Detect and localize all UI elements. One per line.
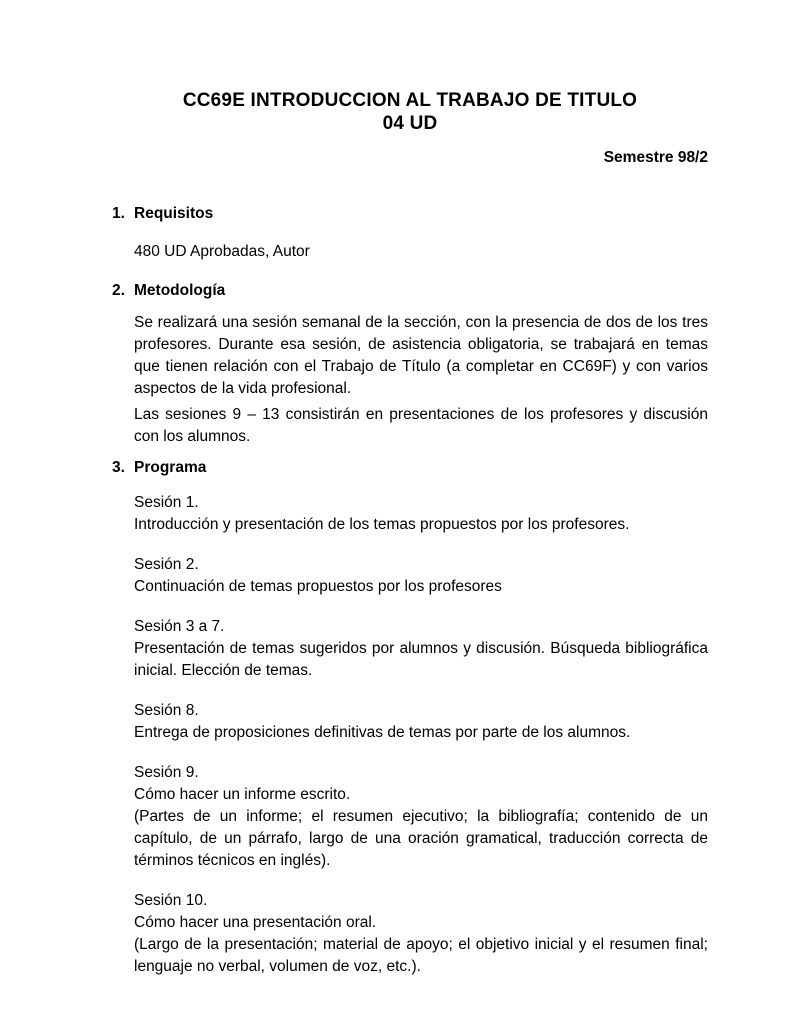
session-description: Cómo hacer una presentación oral. bbox=[134, 914, 377, 931]
session-block-10 bbox=[134, 890, 708, 978]
requisitos-body: 480 UD Aprobadas, Autor bbox=[134, 243, 310, 260]
session-detail: (Partes de un informe; el resumen ejecutivo; la bibliografía; contenido de un capítulo, de un párrafo, largo de una oración gramatical, traducción correcta de términos técnicos en inglés). bbox=[134, 808, 708, 869]
metodologia-paragraph-2: Las sesiones 9 – 13 consistirán en presentaciones de los profesores y discusión con los alumnos. bbox=[134, 406, 708, 445]
session-title: Sesión 1. bbox=[134, 494, 199, 511]
section-number: 2. bbox=[112, 282, 125, 299]
session-title: Sesión 10. bbox=[134, 892, 208, 909]
session-description: Introducción y presentación de los temas propuestos por los profesores. bbox=[134, 516, 630, 533]
session-title: Sesión 2. bbox=[134, 556, 199, 573]
session-description: Entrega de proposiciones definitivas de temas por parte de los alumnos. bbox=[134, 724, 631, 741]
session-detail: (Largo de la presentación; material de apoyo; el objetivo inicial y el resumen final; lenguaje no verbal, volumen de voz, etc.). bbox=[134, 936, 708, 975]
session-title: Sesión 3 a 7. bbox=[134, 618, 225, 635]
course-title: CC69E INTRODUCCION AL TRABAJO DE TITULO bbox=[182, 90, 638, 111]
metodologia-paragraph-1: Se realizará una sesión semanal de la sección, con la presencia de dos de los tres profesores. Durante esa sesión, de asistencia obligatoria, se trabajará en temas que tienen relación con el Trabajo de Título (a completar en CC69F) y con varios aspectos de la vida profesional. bbox=[134, 314, 708, 397]
session-description: Continuación de temas propuestos por los profesores bbox=[134, 578, 502, 595]
document-content bbox=[112, 89, 708, 978]
session-description: Presentación de temas sugeridos por alumnos y discusión. Búsqueda bibliográfica inicial. Elección de temas. bbox=[134, 640, 708, 679]
section-heading-label: Programa bbox=[134, 459, 207, 476]
section-number: 3. bbox=[112, 459, 125, 476]
semester-label: Semestre 98/2 bbox=[603, 149, 708, 166]
session-block-1 bbox=[134, 492, 708, 536]
session-title: Sesión 9. bbox=[134, 764, 199, 781]
session-block-8 bbox=[134, 700, 708, 744]
session-block-2 bbox=[134, 554, 708, 598]
session-title: Sesión 8. bbox=[134, 702, 199, 719]
session-block-9 bbox=[134, 762, 708, 872]
section-heading-programa bbox=[112, 457, 708, 479]
section-heading-label: Metodología bbox=[134, 282, 226, 299]
session-block-3-7 bbox=[134, 616, 708, 682]
section-number: 1. bbox=[112, 205, 125, 222]
section-heading-requisitos bbox=[112, 203, 708, 225]
session-description: Cómo hacer un informe escrito. bbox=[134, 786, 351, 803]
section-heading-metodologia bbox=[112, 280, 708, 302]
course-units: 04 UD bbox=[382, 113, 438, 134]
section-heading-label: Requisitos bbox=[134, 205, 214, 222]
